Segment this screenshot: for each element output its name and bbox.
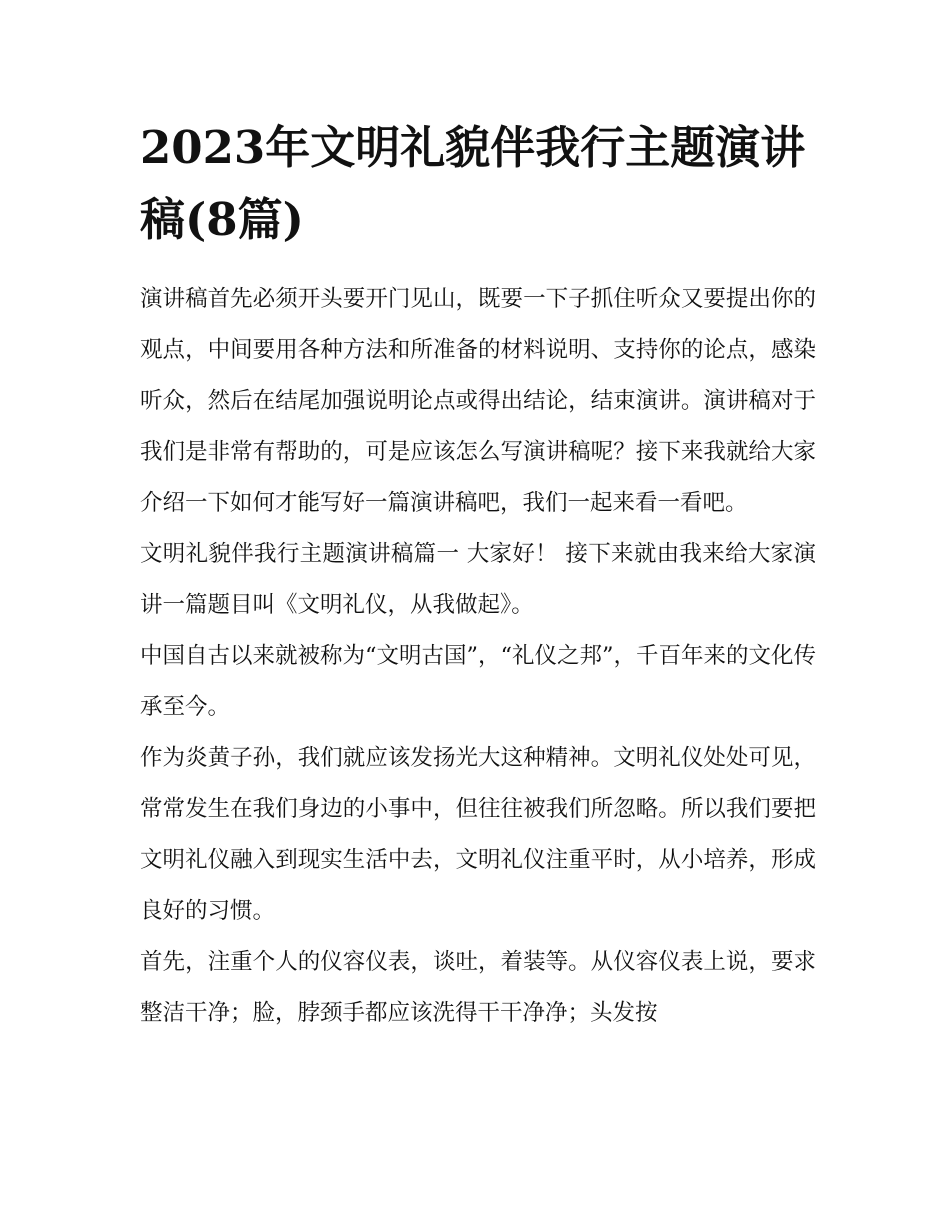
paragraph-ancient-civilization: 中国自古以来就被称为“文明古国”，“礼仪之邦”，千百年来的文化传承至今。 xyxy=(140,643,817,720)
paragraph-etiquette-daily: 作为炎黄子孙，我们就应该发扬光大这种精神。文明礼仪处处可见，常常发生在我们身边的小事中，但往往被我们所忽略。所以我们要把文明礼仪融入到现实生活中去，文明礼仪注重平时，从小培养，形成良好的习惯。 xyxy=(140,745,816,924)
document-title: 2023年文明礼貌伴我行主题演讲稿(8篇) xyxy=(140,121,806,246)
paragraph-personal-appearance: 首先，注重个人的仪容仪表，谈吐，着装等。从仪容仪表上说，要求整洁干净；脸，脖颈手都应该洗得干干净净；头发按 xyxy=(140,949,816,1026)
paragraph-intro: 演讲稿首先必须开头要开门见山，既要一下子抓住听众又要提出你的观点，中间要用各种方法和所准备的材料说明、支持你的论点，感染听众，然后在结尾加强说明论点或得出结论，结束演讲。演讲稿对于我们是非常有帮助的，可是应该怎么写演讲稿呢？接下来我就给大家介绍一下如何才能写好一篇演讲稿吧，我们一起来看一看吧。 xyxy=(140,286,816,516)
document-page xyxy=(140,112,816,1039)
paragraph-speech-opening: 文明礼貌伴我行主题演讲稿篇一 大家好！ 接下来就由我来给大家演讲一篇题目叫《文明礼仪，从我做起》。 xyxy=(140,541,816,618)
